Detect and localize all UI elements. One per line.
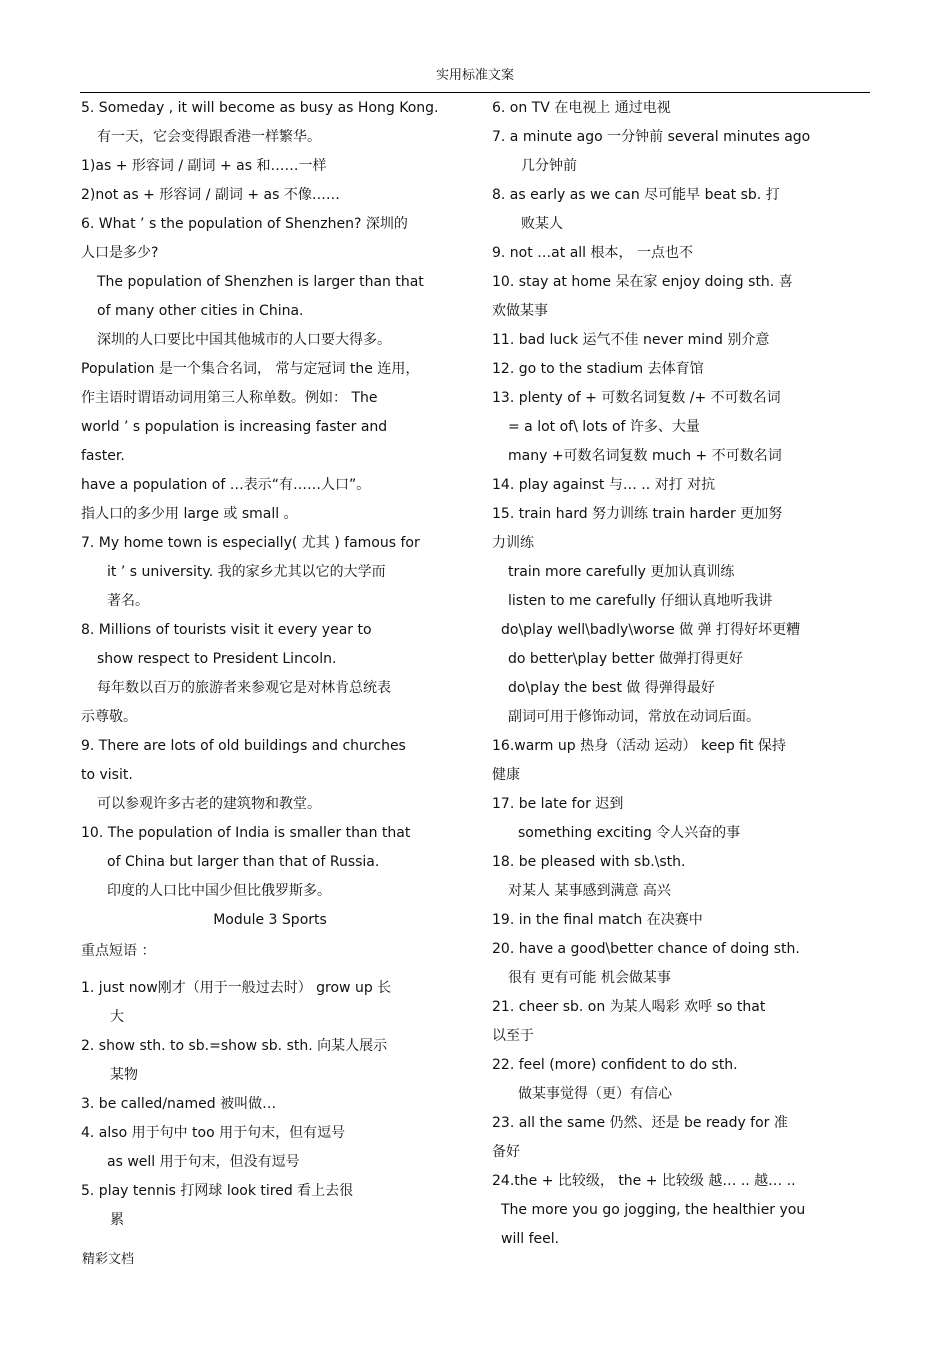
- module-heading: Module 3 Sports: [213, 912, 327, 928]
- left-line: of many other cities in China.: [97, 303, 304, 319]
- right-line: 16.warm up 热身（活动 运动） keep fit 保持: [492, 738, 786, 754]
- right-line: will feel.: [501, 1231, 560, 1247]
- right-line: 副词可用于修饰动词，常放在动词后面。: [508, 709, 760, 725]
- left-line: to visit.: [81, 767, 133, 783]
- left-line: 10. The population of India is smaller than that: [81, 825, 411, 841]
- right-line: 做某事觉得（更）有信心: [518, 1086, 672, 1102]
- left-line: show respect to President Lincoln.: [97, 651, 337, 667]
- left-line: 2)not as + 形容词 / 副词 + as 不像……: [81, 187, 340, 203]
- left-line: 深圳的人口要比中国其他城市的人口要大得多。: [97, 332, 391, 348]
- right-line: 8. as early as we can 尽可能早 beat sb. 打: [492, 187, 780, 203]
- right-line: = a lot of\ lots of 许多、大量: [508, 419, 700, 435]
- left-line: 指人口的多少用 large 或 small 。: [81, 506, 298, 522]
- left-line: 5. play tennis 打网球 look tired 看上去很: [81, 1183, 354, 1199]
- right-line: 9. not …at all 根本， 一点也不: [492, 245, 693, 261]
- left-line: Population 是一个集合名词， 常与定冠词 the 连用，: [81, 361, 420, 377]
- left-line: 4. also 用于句中 too 用于句末，但有逗号: [81, 1125, 346, 1141]
- left-line: 印度的人口比中国少但比俄罗斯多。: [107, 883, 331, 899]
- left-line: 著名。: [107, 593, 149, 609]
- left-line: 8. Millions of tourists visit it every year to: [81, 622, 372, 638]
- right-line: 17. be late for 迟到: [492, 796, 624, 812]
- right-line: 22. feel (more) confident to do sth.: [492, 1057, 738, 1073]
- right-line: 23. all the same 仍然、还是 be ready for 准: [492, 1115, 788, 1131]
- left-line: 6. What ’ s the population of Shenzhen? 深圳的: [81, 216, 408, 232]
- right-line: do better\play better 做弹打得更好: [508, 651, 743, 667]
- left-line: faster.: [81, 448, 125, 464]
- right-line: 14. play against 与… .. 对打 对抗: [492, 477, 716, 493]
- right-line: The more you go jogging, the healthier you: [501, 1202, 806, 1218]
- right-line: 20. have a good\better chance of doing sth.: [492, 941, 800, 957]
- left-line: world ’ s population is increasing faster and: [81, 419, 388, 435]
- left-line: have a population of …表示“有……人口”。: [81, 477, 371, 493]
- right-line: 7. a minute ago 一分钟前 several minutes ago: [492, 129, 811, 145]
- right-line: do\play the best 做 得弹得最好: [508, 680, 715, 696]
- left-line: 1)as + 形容词 / 副词 + as 和……一样: [81, 158, 327, 174]
- right-line: train more carefully 更加认真训练: [508, 564, 735, 580]
- left-line: it ’ s university. 我的家乡尤其以它的大学而: [107, 564, 386, 580]
- right-line: 对某人 某事感到满意 高兴: [508, 883, 671, 899]
- left-line: 1. just now刚才（用于一般过去时） grow up 长: [81, 980, 392, 996]
- page-footer: 精彩文档: [82, 1252, 135, 1267]
- left-line: 人口是多少?: [81, 245, 159, 261]
- left-line: of China but larger than that of Russia.: [107, 854, 380, 870]
- right-line: 11. bad luck 运气不佳 never mind 别介意: [492, 332, 770, 348]
- right-line: 几分钟前: [521, 158, 577, 174]
- right-line: listen to me carefully 仔细认真地听我讲: [508, 593, 773, 609]
- right-line: 备好: [492, 1144, 520, 1160]
- right-line: 健康: [492, 767, 520, 783]
- left-line: 某物: [110, 1067, 138, 1083]
- right-line: something exciting 令人兴奋的事: [518, 825, 741, 841]
- page-header: 实用标准文案: [80, 66, 870, 93]
- left-line: 示尊敬。: [81, 709, 137, 725]
- right-line: 以至于: [492, 1028, 534, 1044]
- right-line: 15. train hard 努力训练 train harder 更加努: [492, 506, 783, 522]
- left-line: as well 用于句末，但没有逗号: [107, 1154, 300, 1170]
- left-line: 累: [110, 1212, 124, 1228]
- right-line: many +可数名词复数 much + 不可数名词: [508, 448, 782, 464]
- right-line: 力训练: [492, 535, 534, 551]
- right-line: 21. cheer sb. on 为某人喝彩 欢呼 so that: [492, 999, 766, 1015]
- right-line: 欢做某事: [492, 303, 548, 319]
- left-line: 每年数以百万的旅游者来参观它是对林肯总统表: [97, 680, 391, 696]
- left-line: 7. My home town is especially( 尤其 ) famous for: [81, 535, 420, 551]
- left-line: 9. There are lots of old buildings and churches: [81, 738, 406, 754]
- right-line: 6. on TV 在电视上 通过电视: [492, 100, 671, 116]
- left-line: The population of Shenzhen is larger than that: [97, 274, 424, 290]
- left-line: 有一天，它会变得跟香港一样繁华。: [97, 129, 321, 145]
- left-line: 作主语时谓语动词用第三人称单数。例如： The: [81, 390, 378, 406]
- right-line: 13. plenty of + 可数名词复数 /+ 不可数名词: [492, 390, 781, 406]
- left-column: [81, 95, 459, 1236]
- left-line: 可以参观许多古老的建筑物和教堂。: [97, 796, 321, 812]
- right-line: 18. be pleased with sb.\sth.: [492, 854, 686, 870]
- right-line: 败某人: [521, 216, 563, 232]
- right-line: 12. go to the stadium 去体育馆: [492, 361, 704, 377]
- right-line: do\play well\badly\worse 做 弹 打得好坏更糟: [501, 622, 801, 638]
- right-line: 19. in the final match 在决赛中: [492, 912, 703, 928]
- left-line: 5. Someday , it will become as busy as Hong Kong.: [81, 100, 439, 116]
- right-line: 24.the + 比较级， the + 比较级 越… .. 越… ..: [492, 1173, 796, 1189]
- right-line: 10. stay at home 呆在家 enjoy doing sth. 喜: [492, 274, 793, 290]
- left-line: 大: [110, 1009, 124, 1025]
- left-line: 3. be called/named 被叫做…: [81, 1096, 277, 1112]
- right-line: 很有 更有可能 机会做某事: [508, 970, 671, 986]
- left-line: 2. show sth. to sb.=show sb. sth. 向某人展示: [81, 1038, 388, 1054]
- section-label: 重点短语 ：: [81, 943, 156, 959]
- right-column: [492, 95, 870, 1255]
